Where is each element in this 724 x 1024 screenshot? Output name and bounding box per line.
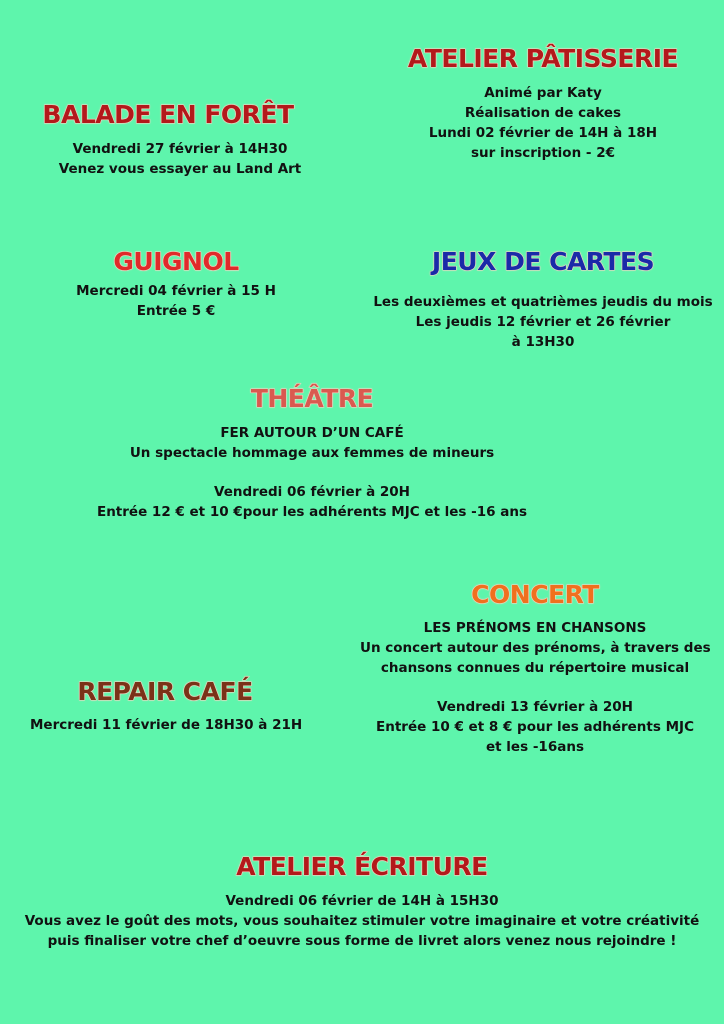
event-line: Lundi 02 février de 14H à 18H	[428, 125, 658, 141]
event-line: Vendredi 13 février à 20H	[437, 699, 633, 715]
event-line: LES PRÉNOMS EN CHANSONS	[423, 620, 647, 636]
event-line: Les deuxièmes et quatrièmes jeudis du mois	[373, 294, 713, 310]
event-line: Réalisation de cakes	[464, 105, 622, 121]
event-line: chansons connues du répertoire musical	[380, 660, 690, 676]
event-title: THÉÂTRE	[250, 384, 374, 413]
event-theatre	[82, 384, 542, 522]
event-line: Mercredi 04 février à 15 H	[76, 283, 276, 299]
event-title: ATELIER PÂTISSERIE	[407, 44, 679, 73]
event-title: BALADE EN FORÊT	[42, 100, 294, 129]
event-line: Vendredi 27 février à 14H30	[72, 141, 288, 157]
event-title: REPAIR CAFÉ	[77, 677, 253, 706]
event-repair-cafe	[30, 677, 303, 735]
event-line: Les jeudis 12 février et 26 février	[415, 314, 671, 330]
event-title: CONCERT	[471, 580, 599, 609]
event-title: ATELIER ÉCRITURE	[236, 852, 488, 881]
event-jeux-de-cartes	[370, 247, 716, 352]
event-line: Entrée 10 € et 8 € pour les adhérents MJC	[376, 719, 694, 735]
event-line: Venez vous essayer au Land Art	[58, 161, 302, 177]
event-line: à 13H30	[511, 334, 575, 350]
event-balade-en-foret	[28, 100, 308, 179]
event-atelier-ecriture	[22, 852, 702, 951]
event-line: Entrée 12 € et 10 €pour les adhérents MJC et les -16 ans	[96, 504, 528, 520]
event-line: Animé par Katy	[484, 85, 602, 101]
event-line: Vous avez le goût des mots, vous souhaitez stimuler votre imaginaire et votre créativité	[24, 913, 700, 929]
event-title: GUIGNOL	[113, 247, 239, 276]
event-line: Mercredi 11 février de 18H30 à 21H	[30, 717, 303, 733]
event-guignol	[58, 247, 294, 321]
event-line: Entrée 5 €	[136, 303, 216, 319]
event-line: Vendredi 06 février à 20H	[214, 484, 410, 500]
event-atelier-patisserie	[388, 44, 698, 163]
event-title: JEUX DE CARTES	[431, 247, 655, 276]
event-concert	[360, 580, 710, 757]
event-line: puis finaliser votre chef d’oeuvre sous forme de livret alors venez nous rejoindre !	[47, 933, 677, 949]
event-line: Vendredi 06 février de 14H à 15H30	[225, 893, 499, 909]
event-line: sur inscription - 2€	[471, 145, 615, 161]
event-line: FER AUTOUR D’UN CAFÉ	[220, 425, 404, 441]
event-line: Un concert autour des prénoms, à travers des	[360, 640, 711, 656]
event-line: Un spectacle hommage aux femmes de mineurs	[129, 445, 495, 461]
event-line: et les -16ans	[486, 739, 584, 755]
